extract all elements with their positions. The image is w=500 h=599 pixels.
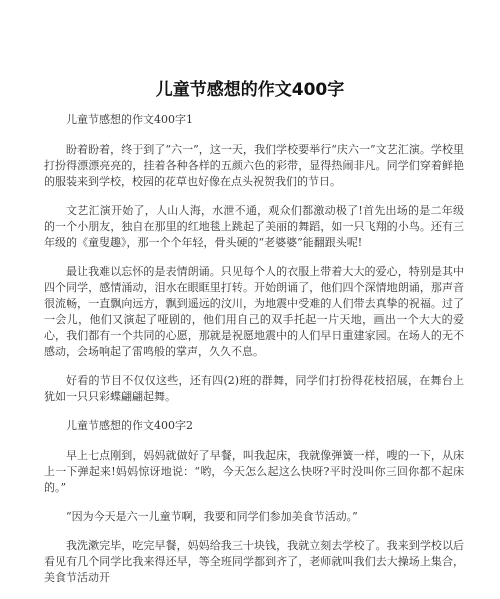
section-2-subtitle: 儿童节感想的作文400字2 xyxy=(66,419,193,432)
section-2-paragraph: 我洗漱完毕，吃完早餐，妈妈给我三十块钱，我就立刻去学校了。我来到学校以后看见有几个同学比我来得还早，等全班同学都到齐了，老师就叫我们去大操场上集合，美食节活动开 xyxy=(44,539,464,584)
page-title: 儿童节感想的作文400字 xyxy=(155,80,345,100)
section-1-paragraph: 盼着盼着，终于到了“六一”，这一天，我们学校要举行“庆六一”文艺汇演。学校里打扮得漂漂亮亮的，挂着各种各样的五颜六色的彩带，显得热闹非凡。同学们穿着鲜艳的服装来到学校，校园的花草也好像在点头祝贺我们的节日。 xyxy=(44,143,464,188)
section-1-subtitle: 儿童节感想的作文400字1 xyxy=(66,113,193,126)
section-1-paragraph: 好看的节目不仅仅这些，还有四(2)班的群舞，同学们打扮得花枝招展，在舞台上犹如一只只彩蝶翩翩起舞。 xyxy=(44,374,464,403)
section-2-paragraph: 早上七点刚到，妈妈就做好了早餐，叫我起床，我就像弹簧一样，嗖的一下，从床上一下弹起来!妈妈惊讶地说：“哟，今天怎么起这么快呀?平时没叫你三回你都不起床的。” xyxy=(44,449,464,494)
section-1-paragraph: 最让我难以忘怀的是表情朗诵。只见每个人的衣服上带着大大的爱心，特别是其中四个同学，感情涌动，泪水在眼眶里打转。开始朗诵了，他们四个深情地朗诵，那声音很流畅，一直飘向远方，飘到遥远的汶川，为地震中受难的人们带去真挚的祝福。过了一会儿，他们又演起了哑剧的，他们用自己的双手托起一片天地，画出一个大大的爱心，我们都有一个共同的心愿，那就是祝愿地震中的人们早日重建家园。在场人的无不感动，会场响起了雷鸣般的掌声，久久不息。 xyxy=(44,265,464,358)
section-1-paragraph: 文艺汇演开始了，人山人海，水泄不通，观众们都激动极了!首先出场的是二年级的一个小朋友，独自在那里的红地毯上跳起了美丽的舞蹈，如一只飞翔的小鸟。还有三年级的《童叟趣》，那一个个年轻，骨头硬的“老婆婆”能翻跟头呢! xyxy=(44,204,464,249)
article-body xyxy=(44,112,464,599)
section-2-paragraph: “因为今天是六一儿童节啊，我要和同学们参加美食节活动。” xyxy=(66,510,358,523)
